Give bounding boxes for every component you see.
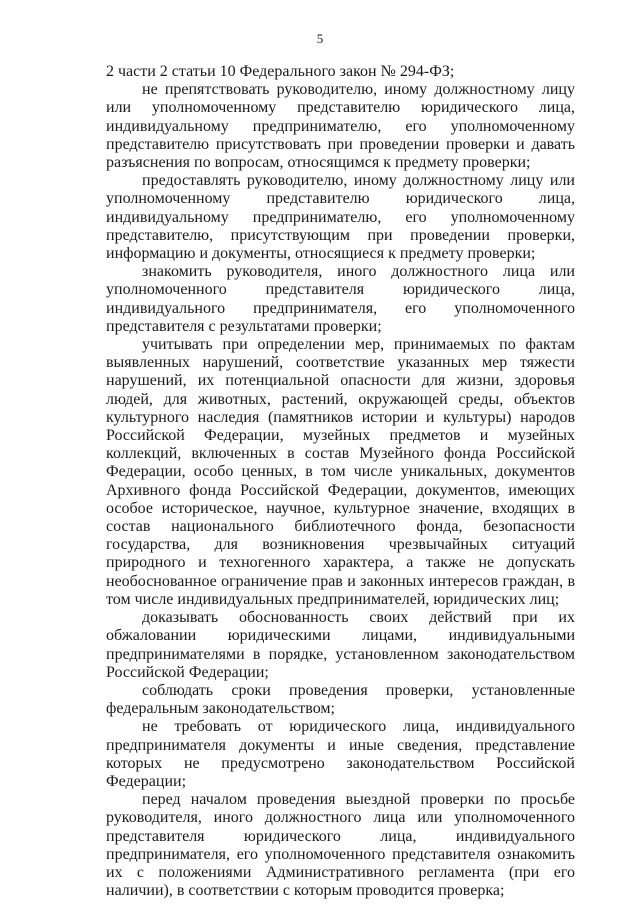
paragraph-familiarize-regulation: перед началом проведения выездной проверки по просьбе руководителя, иного должностного лица или уполномоченного представителя юридического лица, индивидуального предпринимателя, его уполномоченного представителя ознакомить их с положениями Административного регламента (при его наличии), в соответствии с которым проводится проверка; — [106, 791, 575, 900]
paragraph-provide-information: предоставлять руководителю, иному должностному лицу или уполномоченному представителю юридического лица, индивидуальному предпринимателю, его уполномоченному представителю, присутствующим при проведении проверки, информацию и документы, относящиеся к предмету проверки; — [106, 172, 575, 263]
paragraph-law-reference: 2 части 2 статьи 10 Федерального закон № 294-ФЗ; — [106, 63, 455, 80]
paragraph-acquaint-results: знакомить руководителя, иного должностного лица или уполномоченного представителя юридического лица, индивидуального предпринимателя, его уполномоченного представителя с результатами проверки; — [106, 263, 575, 335]
paragraph-observe-deadlines: соблюдать сроки проведения проверки, установленные федеральным законодательством; — [106, 681, 575, 718]
page-number: 5 — [316, 31, 324, 46]
paragraph-not-obstruct: не препятствовать руководителю, иному должностному лицу или уполномоченному представителю юридического лица, индивидуальному предпринимателю, его уполномоченному представителю присутствовать при проведении проверки и давать разъяснения по вопросам, относящимся к предмету проверки; — [106, 81, 575, 172]
paragraph-not-require-documents: не требовать от юридического лица, индивидуального предпринимателя документы и иные сведения, представление которых не предусмотрено законодательством Российской Федерации; — [106, 718, 575, 790]
paragraph-prove-validity: доказывать обоснованность своих действий при их обжаловании юридическими лицами, индивидуальными предпринимателями в порядке, установленном законодательством Российской Федерации; — [106, 609, 575, 681]
paragraph-consider-measures: учитывать при определении мер, принимаемых по фактам выявленных нарушений, соответствие указанных мер тяжести нарушений, их потенциальной опасности для жизни, здоровья людей, для животных, растений, окружающей среды, объектов культурного наследия (памятников истории и культуры) народов Российской Федерации, музейных предметов и музейных коллекций, включенных в состав Музейного фонда Российской Федерации, особо ценных, в том числе уникальных, документов Архивного фонда Российской Федерации, документов, имеющих особое историческое, научное, культурное значение, входящих в состав национального библиотечного фонда, безопасности государства, для возникновения чрезвычайных ситуаций природного и техногенного характера, а также не допускать необоснованное ограничение прав и законных интересов граждан, в том числе индивидуальных предпринимателей, юридических лиц; — [106, 336, 575, 608]
document-body — [106, 63, 575, 900]
